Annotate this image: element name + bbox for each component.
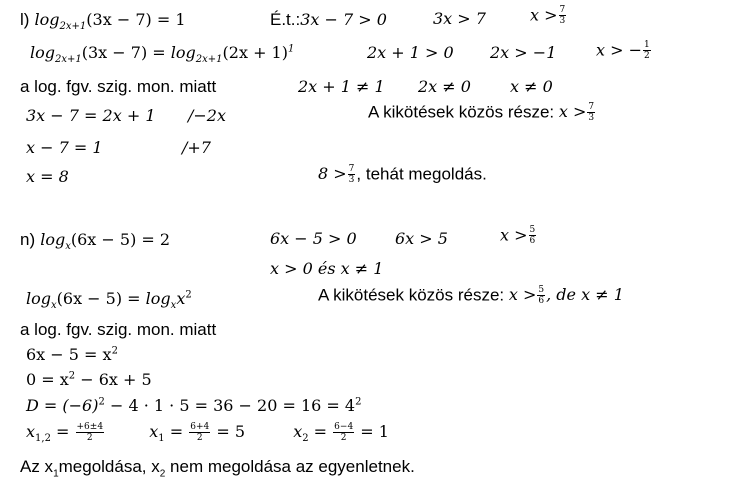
l-domain-2: 3x > 7 bbox=[433, 9, 486, 28]
n-equation: $\log_x(6x - 5) = 2$ bbox=[40, 230, 171, 253]
l-check: 8 > $\frac{7}{3}$ , tehát megoldás. bbox=[318, 164, 487, 186]
l-cond-2: 2x > −1 bbox=[490, 43, 557, 62]
n-discriminant: $D = (-6)^2 - 4 \cdot 1 \cdot 5 = 36 - 20 = 16 = 4^2$ bbox=[26, 396, 362, 415]
n-monotonic-note: a log. fgv. szig. mon. miatt bbox=[20, 320, 217, 339]
n-line-3: $\log_x(6x - 5) = \log_xx^2$ bbox=[26, 289, 192, 312]
l-common-domain: A kikötések közös része: x > $\frac{7}{3}$ bbox=[368, 102, 595, 124]
n-common-domain: A kikötések közös része: x > $\frac{5}{6}$ , de x ≠ 1 bbox=[318, 285, 624, 307]
l-cond-5: 2x ≠ 0 bbox=[418, 77, 471, 96]
label-l: l) bbox=[20, 10, 30, 29]
n-roots bbox=[26, 422, 389, 444]
l-op-2: /+7 bbox=[182, 138, 211, 157]
l-monotonic-note: a log. fgv. szig. mon. miatt bbox=[20, 77, 217, 96]
et-label: É.t.: bbox=[270, 10, 301, 29]
l-domain-3: x > $\frac{7}{3}$ bbox=[530, 5, 566, 27]
n-conclusion: Az $x_1megoldása$, $x_2$ nem megoldása az egyenletnek. bbox=[20, 457, 415, 480]
l-step-2: x − 7 = 1 bbox=[26, 138, 103, 157]
root-formula: $x_{1,2}$ = $\frac{+6\pm 4}{2}$ bbox=[26, 422, 104, 445]
n-domain-3: x > $\frac{5}{6}$ bbox=[500, 225, 536, 247]
l-equation: $\log_{2x+1}(3x - 7) = 1$ bbox=[34, 10, 186, 33]
n-step-1: $6x - 5 = x^2$ bbox=[26, 345, 118, 364]
l-line-1 bbox=[20, 10, 186, 33]
n-domain-2: 6x > 5 bbox=[395, 229, 448, 248]
n-domain-1: 6x − 5 > 0 bbox=[270, 229, 357, 248]
l-cond-3: x > − $\frac{1}{2}$ bbox=[596, 40, 650, 62]
l-line-2: $\log_{2x+1}(3x - 7) = \log_{2x+1}(2x + 1)^1$ bbox=[30, 43, 295, 66]
l-step-1: 3x − 7 = 2x + 1 bbox=[26, 106, 156, 125]
root-x1: $x_1$ = $\frac{6+4}{2}$ = 5 bbox=[149, 422, 245, 445]
l-domain-1: É.t.:3x − 7 > 0 bbox=[270, 10, 387, 29]
l-op-1: /−2x bbox=[188, 106, 226, 125]
l-solution: x = 8 bbox=[26, 167, 69, 186]
n-base-condition: x > 0 és x ≠ 1 bbox=[270, 259, 384, 278]
l-cond-6: x ≠ 0 bbox=[510, 77, 553, 96]
l-cond-4: 2x + 1 ≠ 1 bbox=[298, 77, 385, 96]
n-line-1 bbox=[20, 230, 171, 253]
n-step-2: $0 = x^2 - 6x + 5$ bbox=[26, 370, 152, 389]
root-x2: $x_2$ = $\frac{6-4}{2}$ = 1 bbox=[293, 422, 389, 445]
label-n: n) bbox=[20, 230, 36, 249]
l-cond-1: 2x + 1 > 0 bbox=[367, 43, 454, 62]
